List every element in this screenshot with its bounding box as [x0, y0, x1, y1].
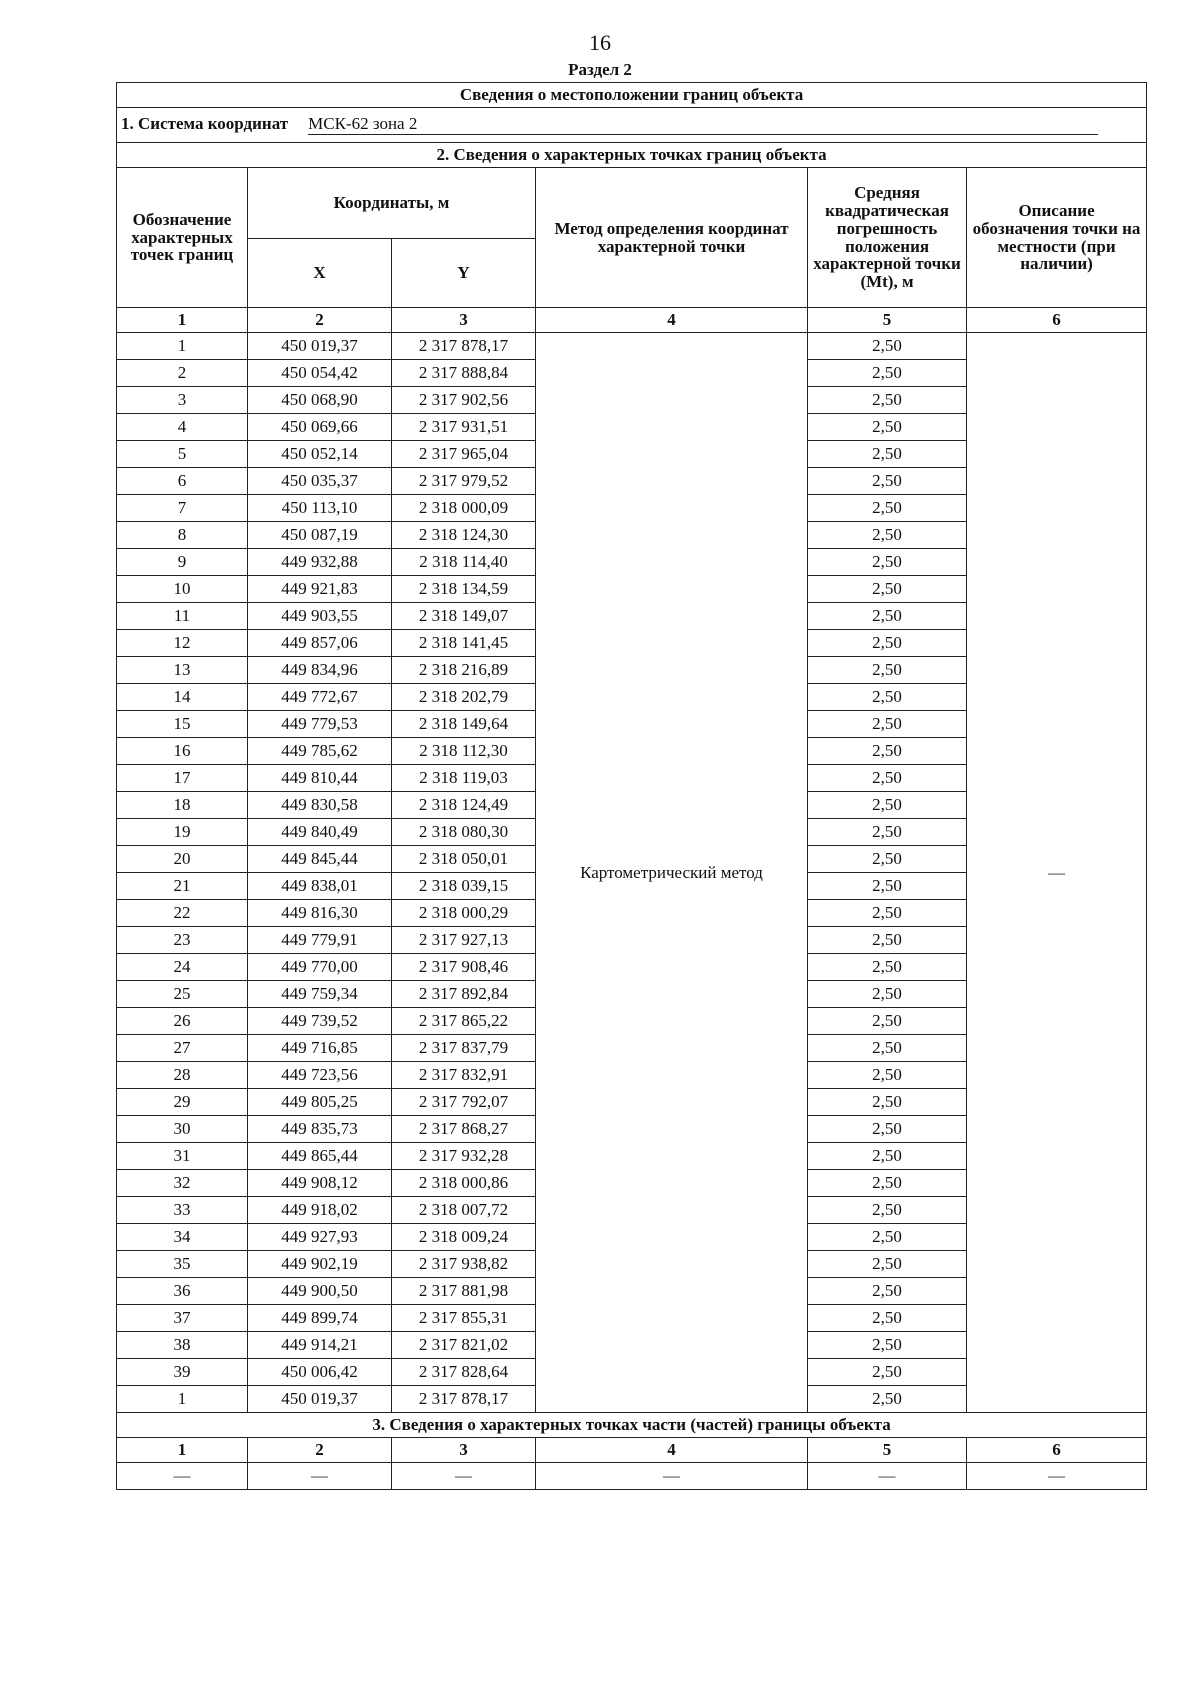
point-x: 449 899,74 — [248, 1305, 392, 1332]
parts-column-number: 6 — [967, 1438, 1147, 1463]
point-y: 2 318 216,89 — [392, 657, 536, 684]
point-error: 2,50 — [808, 1008, 967, 1035]
point-error: 2,50 — [808, 900, 967, 927]
point-y: 2 318 007,72 — [392, 1197, 536, 1224]
col-x-header: X — [248, 239, 392, 308]
point-number: 2 — [117, 360, 248, 387]
point-x: 449 918,02 — [248, 1197, 392, 1224]
point-y: 2 318 000,09 — [392, 495, 536, 522]
point-y: 2 317 902,56 — [392, 387, 536, 414]
point-y: 2 317 855,31 — [392, 1305, 536, 1332]
point-error: 2,50 — [808, 1386, 967, 1413]
point-y: 2 317 868,27 — [392, 1116, 536, 1143]
point-y: 2 318 080,30 — [392, 819, 536, 846]
point-x: 450 113,10 — [248, 495, 392, 522]
point-error: 2,50 — [808, 711, 967, 738]
point-number: 9 — [117, 549, 248, 576]
point-x: 449 759,34 — [248, 981, 392, 1008]
point-number: 13 — [117, 657, 248, 684]
coordinate-system-value: МСК-62 зона 2 — [308, 115, 1098, 136]
point-x: 450 068,90 — [248, 387, 392, 414]
point-x: 450 087,19 — [248, 522, 392, 549]
column-number: 5 — [808, 308, 967, 333]
point-number: 1 — [117, 1386, 248, 1413]
point-error: 2,50 — [808, 360, 967, 387]
point-x: 450 019,37 — [248, 333, 392, 360]
point-number: 15 — [117, 711, 248, 738]
point-error: 2,50 — [808, 684, 967, 711]
point-number: 32 — [117, 1170, 248, 1197]
section-title: Раздел 2 — [568, 60, 632, 79]
point-error: 2,50 — [808, 522, 967, 549]
point-error: 2,50 — [808, 414, 967, 441]
point-number: 38 — [117, 1332, 248, 1359]
point-y: 2 318 039,15 — [392, 873, 536, 900]
point-x: 449 857,06 — [248, 630, 392, 657]
point-y: 2 317 878,17 — [392, 333, 536, 360]
point-y: 2 318 124,49 — [392, 792, 536, 819]
point-y: 2 317 878,17 — [392, 1386, 536, 1413]
point-number: 19 — [117, 819, 248, 846]
point-y: 2 317 865,22 — [392, 1008, 536, 1035]
point-number: 28 — [117, 1062, 248, 1089]
point-x: 449 834,96 — [248, 657, 392, 684]
point-error: 2,50 — [808, 981, 967, 1008]
point-y: 2 317 892,84 — [392, 981, 536, 1008]
point-error: 2,50 — [808, 873, 967, 900]
point-error: 2,50 — [808, 495, 967, 522]
point-error: 2,50 — [808, 1089, 967, 1116]
point-y: 2 318 000,86 — [392, 1170, 536, 1197]
parts-cell: — — [808, 1463, 967, 1490]
point-error: 2,50 — [808, 765, 967, 792]
point-error: 2,50 — [808, 1116, 967, 1143]
point-number: 10 — [117, 576, 248, 603]
point-error: 2,50 — [808, 549, 967, 576]
point-x: 449 816,30 — [248, 900, 392, 927]
point-x: 449 779,91 — [248, 927, 392, 954]
point-x: 449 785,62 — [248, 738, 392, 765]
point-number: 8 — [117, 522, 248, 549]
parts-column-numbers-row — [117, 1438, 1147, 1463]
column-numbers-row — [117, 308, 1147, 333]
method-cell: Картометрический метод — [536, 333, 808, 1413]
parts-cell: — — [117, 1463, 248, 1490]
point-x: 449 779,53 — [248, 711, 392, 738]
point-number: 35 — [117, 1251, 248, 1278]
point-x: 450 069,66 — [248, 414, 392, 441]
point-number: 25 — [117, 981, 248, 1008]
point-error: 2,50 — [808, 1035, 967, 1062]
point-error: 2,50 — [808, 1305, 967, 1332]
point-x: 449 927,93 — [248, 1224, 392, 1251]
point-number: 5 — [117, 441, 248, 468]
boundary-table — [116, 82, 1147, 1490]
point-x: 450 019,37 — [248, 1386, 392, 1413]
parts-heading: 3. Сведения о характерных точках части (частей) границы объекта — [117, 1413, 1147, 1438]
point-y: 2 317 792,07 — [392, 1089, 536, 1116]
point-y: 2 317 828,64 — [392, 1359, 536, 1386]
point-x: 449 932,88 — [248, 549, 392, 576]
point-number: 36 — [117, 1278, 248, 1305]
parts-column-number: 3 — [392, 1438, 536, 1463]
point-y: 2 317 965,04 — [392, 441, 536, 468]
parts-cell: — — [392, 1463, 536, 1490]
point-y: 2 317 908,46 — [392, 954, 536, 981]
points-heading: 2. Сведения о характерных точках границ объекта — [117, 143, 1147, 168]
point-y: 2 318 149,07 — [392, 603, 536, 630]
point-y: 2 318 112,30 — [392, 738, 536, 765]
point-x: 449 914,21 — [248, 1332, 392, 1359]
point-y: 2 318 050,01 — [392, 846, 536, 873]
point-number: 20 — [117, 846, 248, 873]
point-number: 14 — [117, 684, 248, 711]
point-error: 2,50 — [808, 738, 967, 765]
point-x: 450 054,42 — [248, 360, 392, 387]
point-y: 2 318 134,59 — [392, 576, 536, 603]
point-error: 2,50 — [808, 1278, 967, 1305]
point-error: 2,50 — [808, 576, 967, 603]
parts-column-number: 2 — [248, 1438, 392, 1463]
point-number: 12 — [117, 630, 248, 657]
point-y: 2 318 114,40 — [392, 549, 536, 576]
description-cell: — — [967, 333, 1147, 1413]
point-y: 2 318 009,24 — [392, 1224, 536, 1251]
point-number: 23 — [117, 927, 248, 954]
point-error: 2,50 — [808, 954, 967, 981]
point-x: 449 830,58 — [248, 792, 392, 819]
point-x: 450 052,14 — [248, 441, 392, 468]
point-number: 29 — [117, 1089, 248, 1116]
point-y: 2 318 202,79 — [392, 684, 536, 711]
parts-column-number: 5 — [808, 1438, 967, 1463]
col-error-header: Средняя квадратическая погрешность положения характерной точки (Mt), м — [808, 168, 967, 308]
column-number: 1 — [117, 308, 248, 333]
point-x: 449 835,73 — [248, 1116, 392, 1143]
col-method-header: Метод определения координат характерной точки — [536, 168, 808, 308]
point-y: 2 317 932,28 — [392, 1143, 536, 1170]
point-x: 449 805,25 — [248, 1089, 392, 1116]
point-number: 6 — [117, 468, 248, 495]
col-description-header: Описание обозначения точки на местности (при наличии) — [967, 168, 1147, 308]
point-x: 449 845,44 — [248, 846, 392, 873]
point-x: 449 900,50 — [248, 1278, 392, 1305]
point-x: 449 865,44 — [248, 1143, 392, 1170]
point-number: 21 — [117, 873, 248, 900]
point-error: 2,50 — [808, 846, 967, 873]
point-number: 1 — [117, 333, 248, 360]
point-y: 2 317 888,84 — [392, 360, 536, 387]
point-x: 449 921,83 — [248, 576, 392, 603]
point-x: 449 770,00 — [248, 954, 392, 981]
point-error: 2,50 — [808, 630, 967, 657]
point-error: 2,50 — [808, 1332, 967, 1359]
table-title: Сведения о местоположении границ объекта — [117, 83, 1147, 108]
point-number: 37 — [117, 1305, 248, 1332]
point-number: 24 — [117, 954, 248, 981]
point-number: 39 — [117, 1359, 248, 1386]
point-number: 34 — [117, 1224, 248, 1251]
point-error: 2,50 — [808, 657, 967, 684]
parts-cell: — — [967, 1463, 1147, 1490]
parts-column-number: 1 — [117, 1438, 248, 1463]
point-x: 449 716,85 — [248, 1035, 392, 1062]
point-number: 7 — [117, 495, 248, 522]
point-y: 2 317 832,91 — [392, 1062, 536, 1089]
point-error: 2,50 — [808, 387, 967, 414]
point-number: 11 — [117, 603, 248, 630]
point-x: 449 838,01 — [248, 873, 392, 900]
point-number: 3 — [117, 387, 248, 414]
col-designation-header: Обозначение характерных точек границ — [117, 168, 248, 308]
point-y: 2 317 927,13 — [392, 927, 536, 954]
coordinate-system-row — [117, 108, 1147, 143]
point-y: 2 318 149,64 — [392, 711, 536, 738]
parts-row — [117, 1463, 1147, 1490]
point-x: 450 006,42 — [248, 1359, 392, 1386]
column-number: 6 — [967, 308, 1147, 333]
point-error: 2,50 — [808, 441, 967, 468]
point-y: 2 317 821,02 — [392, 1332, 536, 1359]
point-error: 2,50 — [808, 1197, 967, 1224]
point-error: 2,50 — [808, 1224, 967, 1251]
point-number: 4 — [117, 414, 248, 441]
point-error: 2,50 — [808, 1170, 967, 1197]
table-row — [117, 333, 1147, 360]
point-x: 449 840,49 — [248, 819, 392, 846]
point-x: 449 902,19 — [248, 1251, 392, 1278]
point-error: 2,50 — [808, 603, 967, 630]
parts-cell: — — [248, 1463, 392, 1490]
point-number: 16 — [117, 738, 248, 765]
page-number: 16 — [589, 30, 611, 55]
point-x: 449 772,67 — [248, 684, 392, 711]
point-error: 2,50 — [808, 1251, 967, 1278]
point-error: 2,50 — [808, 1143, 967, 1170]
point-error: 2,50 — [808, 1062, 967, 1089]
coordinate-system-label: 1. Система координат — [121, 113, 289, 133]
point-number: 30 — [117, 1116, 248, 1143]
col-coordinates-header: Координаты, м — [248, 168, 536, 239]
point-y: 2 318 000,29 — [392, 900, 536, 927]
point-error: 2,50 — [808, 1359, 967, 1386]
point-y: 2 318 141,45 — [392, 630, 536, 657]
parts-cell: — — [536, 1463, 808, 1490]
point-x: 449 903,55 — [248, 603, 392, 630]
point-y: 2 317 938,82 — [392, 1251, 536, 1278]
col-y-header: Y — [392, 239, 536, 308]
point-x: 450 035,37 — [248, 468, 392, 495]
point-number: 18 — [117, 792, 248, 819]
point-y: 2 317 881,98 — [392, 1278, 536, 1305]
point-number: 22 — [117, 900, 248, 927]
parts-column-number: 4 — [536, 1438, 808, 1463]
point-number: 17 — [117, 765, 248, 792]
point-x: 449 723,56 — [248, 1062, 392, 1089]
point-error: 2,50 — [808, 792, 967, 819]
column-number: 2 — [248, 308, 392, 333]
point-error: 2,50 — [808, 333, 967, 360]
point-number: 27 — [117, 1035, 248, 1062]
point-y: 2 317 931,51 — [392, 414, 536, 441]
point-x: 449 908,12 — [248, 1170, 392, 1197]
point-number: 33 — [117, 1197, 248, 1224]
point-y: 2 317 979,52 — [392, 468, 536, 495]
point-x: 449 810,44 — [248, 765, 392, 792]
column-number: 4 — [536, 308, 808, 333]
point-error: 2,50 — [808, 468, 967, 495]
column-number: 3 — [392, 308, 536, 333]
point-y: 2 317 837,79 — [392, 1035, 536, 1062]
point-x: 449 739,52 — [248, 1008, 392, 1035]
point-number: 31 — [117, 1143, 248, 1170]
point-number: 26 — [117, 1008, 248, 1035]
point-error: 2,50 — [808, 819, 967, 846]
point-error: 2,50 — [808, 927, 967, 954]
point-y: 2 318 124,30 — [392, 522, 536, 549]
point-y: 2 318 119,03 — [392, 765, 536, 792]
